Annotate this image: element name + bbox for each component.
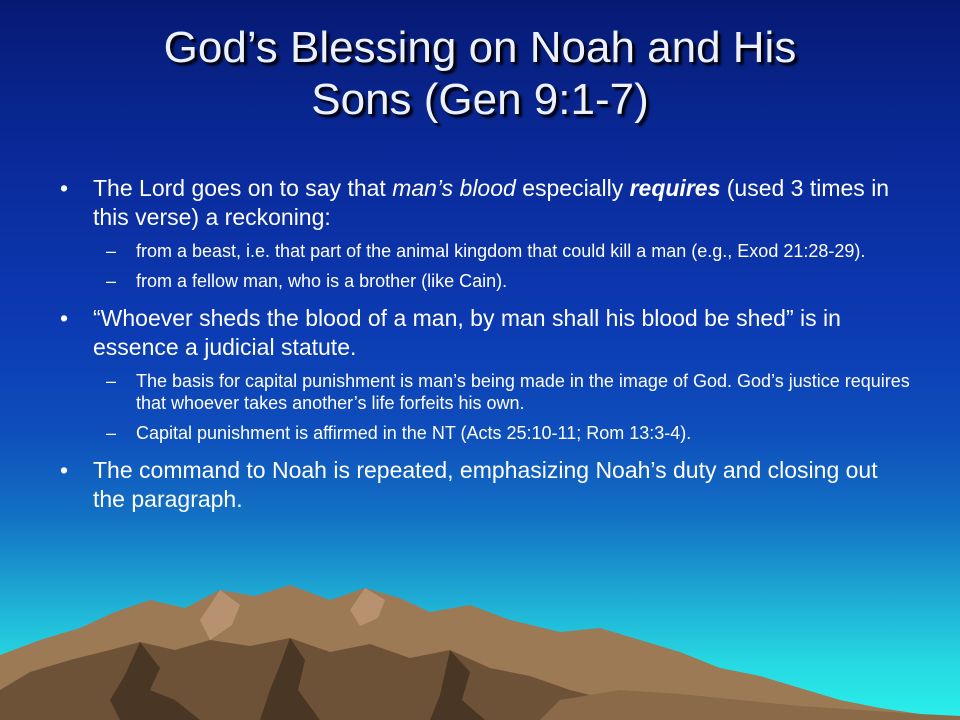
sub-bullet-2-2 bbox=[60, 422, 910, 444]
sub-bullet-1-2 bbox=[60, 270, 910, 292]
bullet-marker: • bbox=[60, 457, 69, 483]
dash-marker: – bbox=[106, 371, 117, 391]
bullet-3-text: The command to Noah is repeated, emphasizing Noah’s duty and closing out the paragraph. bbox=[93, 457, 878, 512]
bullet-marker: • bbox=[60, 175, 69, 201]
dash-marker: – bbox=[106, 271, 117, 291]
sub-bullet-1-1 bbox=[60, 240, 910, 262]
title-line-1: God’s Blessing on Noah and His bbox=[163, 23, 797, 72]
sub-bullet-2-1-text: The basis for capital punishment is man’s being made in the image of God. God’s justice requires that whoever takes another’s life forfeits his own. bbox=[136, 371, 910, 413]
dash-marker: – bbox=[106, 241, 117, 261]
bullet-3 bbox=[60, 456, 910, 514]
bullet-1-text-c: (used 3 times in this verse) a reckoning: bbox=[93, 175, 890, 230]
sub-bullet-1-2-text: from a fellow man, who is a brother (like Cain). bbox=[136, 271, 508, 291]
bullet-2 bbox=[60, 304, 910, 362]
dash-marker: – bbox=[106, 423, 117, 443]
bullet-marker: • bbox=[60, 305, 69, 331]
sub-bullet-2-1 bbox=[60, 370, 910, 414]
bullet-1-bold-italic: requires bbox=[629, 175, 721, 201]
slide-body bbox=[60, 174, 910, 522]
bullet-1 bbox=[60, 174, 910, 232]
bullet-1-text-b: especially bbox=[515, 175, 630, 201]
bullet-1-italic: man’s blood bbox=[392, 175, 516, 201]
bullet-2-text: “Whoever sheds the blood of a man, by man shall his blood be shed” is in essence a judicial statute. bbox=[93, 305, 841, 360]
slide-title bbox=[40, 22, 920, 126]
bullet-1-text-a: The Lord goes on to say that bbox=[93, 175, 393, 201]
title-line-2: Sons (Gen 9:1-7) bbox=[311, 75, 649, 124]
sub-bullet-1-1-text: from a beast, i.e. that part of the animal kingdom that could kill a man (e.g., Exod 21:28-29). bbox=[136, 241, 866, 261]
sub-bullet-2-2-text: Capital punishment is affirmed in the NT (Acts 25:10-11; Rom 13:3-4). bbox=[136, 423, 692, 443]
